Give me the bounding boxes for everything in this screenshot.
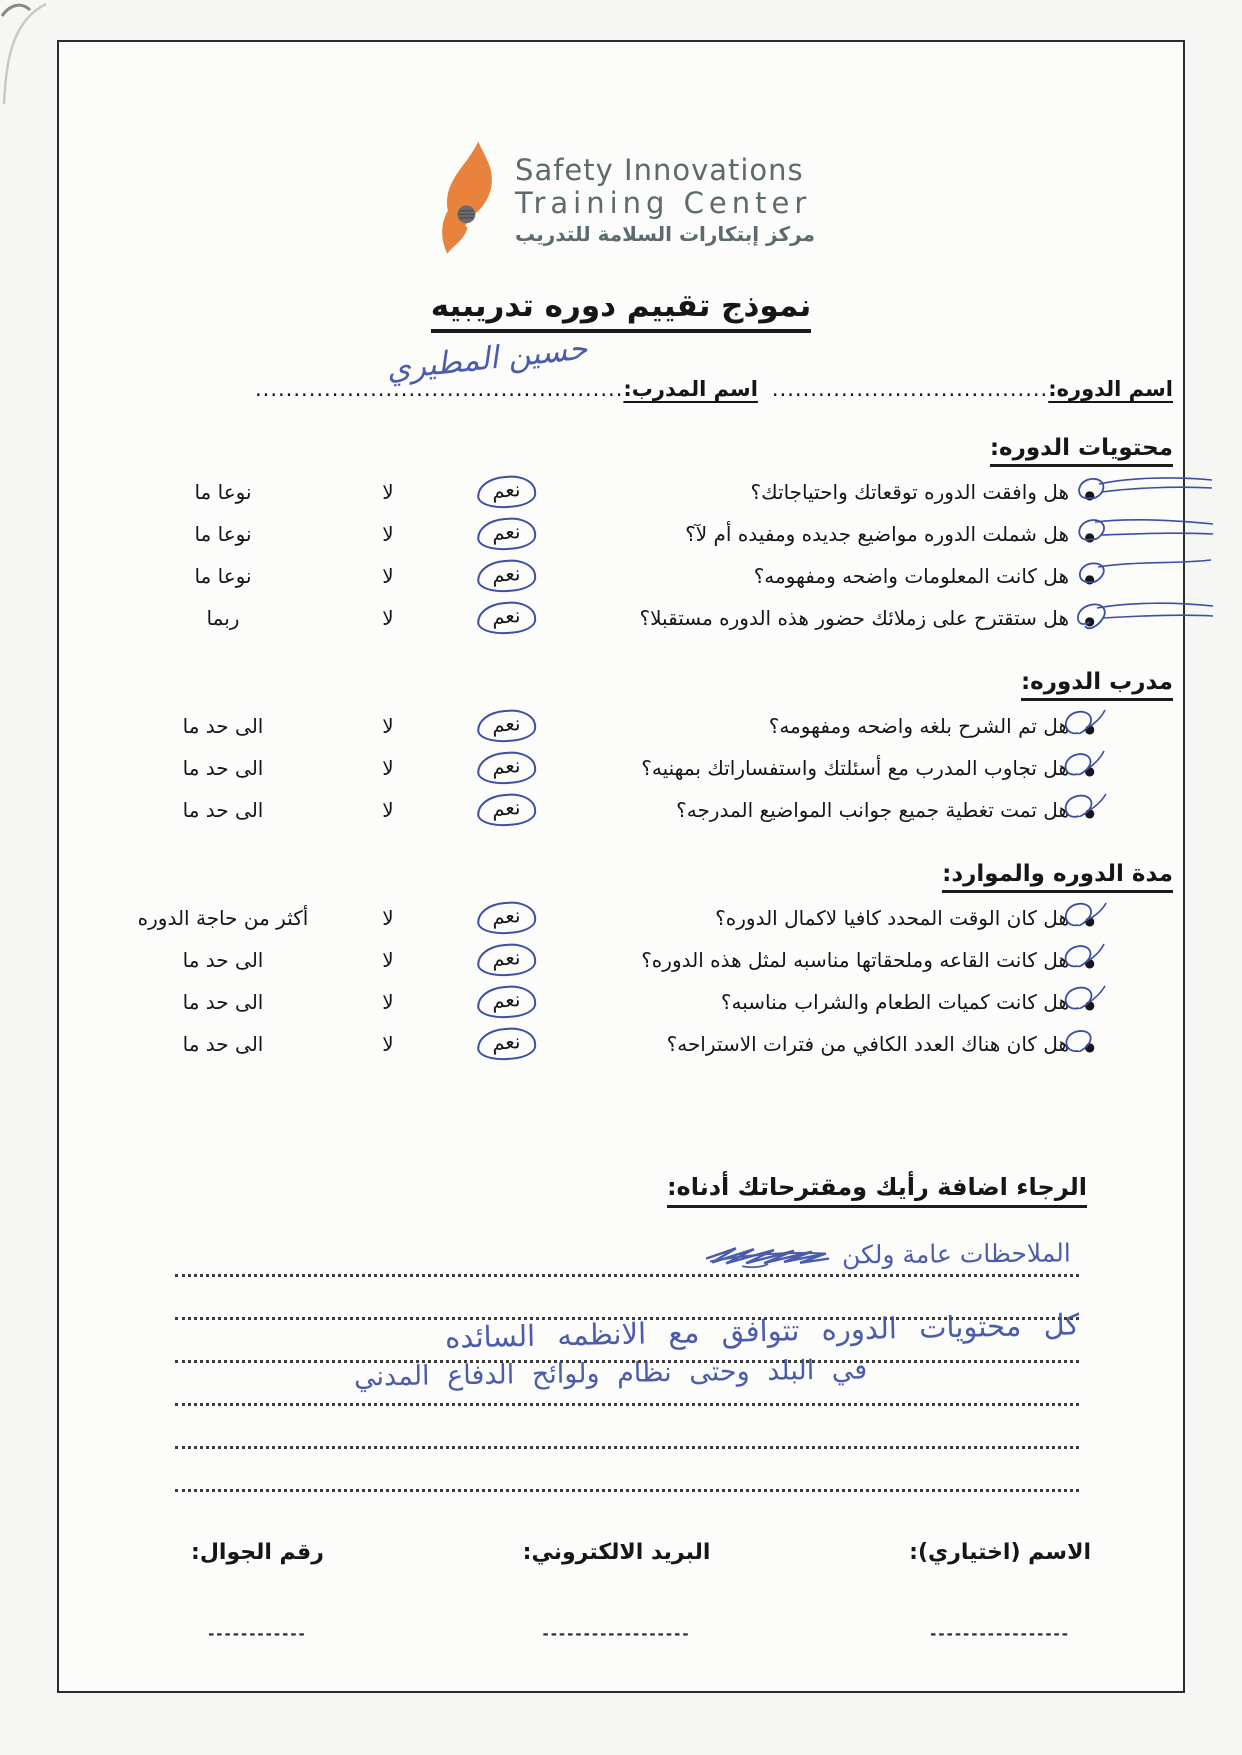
option-no: لا bbox=[382, 990, 394, 1014]
flame-logo-icon bbox=[427, 140, 501, 260]
page-corner-curl bbox=[0, 0, 60, 110]
question-row bbox=[117, 517, 1095, 551]
option-to-some-extent: الى حد ما bbox=[182, 948, 264, 972]
option-no: لا bbox=[382, 948, 394, 972]
ruled-dotted-line bbox=[175, 1406, 1079, 1449]
handwritten-comment-line-3: في البلد وحتى نظام ولوائح الدفاع المدني bbox=[353, 1354, 868, 1393]
option-no: لا bbox=[382, 1032, 394, 1056]
bullet bbox=[1069, 756, 1095, 780]
contact-fields-row bbox=[191, 1540, 1091, 1643]
option-to-some-extent: الى حد ما bbox=[182, 798, 264, 822]
option-to-some-extent: الى حد ما bbox=[182, 1032, 264, 1056]
option-yes-circled: نعم bbox=[476, 984, 537, 1020]
bullet-dot: ● bbox=[1084, 614, 1095, 628]
section-trainer bbox=[59, 709, 1183, 827]
question-row bbox=[117, 901, 1095, 935]
question-text: هل وافقت الدوره توقعاتك واحتياجاتك؟ bbox=[750, 480, 1069, 504]
option-yes-circled: نعم bbox=[476, 474, 537, 510]
option-no: لا bbox=[382, 606, 394, 630]
option-yes-circled: نعم bbox=[476, 600, 537, 636]
name-blank: ----------------- bbox=[930, 1625, 1070, 1643]
bullet bbox=[1069, 906, 1095, 930]
option-no: لا bbox=[382, 906, 394, 930]
question-text: هل كانت القاعه وملحقاتها مناسبه لمثل هذه الدوره؟ bbox=[641, 948, 1069, 972]
bullet-dot: ● bbox=[1084, 956, 1095, 970]
trainer-name-handwriting: حسين المطيري bbox=[384, 330, 589, 388]
bullet-dot: ● bbox=[1084, 722, 1095, 736]
form-title: نموذج تقييم دوره تدريبيه bbox=[431, 288, 812, 333]
question-text: هل شملت الدوره مواضيع جديده ومفيده أم لآ؟ bbox=[685, 522, 1069, 546]
option-yes-circled: نعم bbox=[476, 900, 537, 936]
email-field bbox=[523, 1540, 711, 1643]
bullet-dot: ● bbox=[1084, 488, 1095, 502]
bullet bbox=[1069, 522, 1095, 546]
question-text: هل كان هناك العدد الكافي من فترات الاستراحه؟ bbox=[666, 1032, 1069, 1056]
comments-header: الرجاء اضافة رأيك ومقترحاتك أدناه: bbox=[667, 1173, 1087, 1208]
email-label: البريد الالكتروني: bbox=[522, 1540, 711, 1565]
trainer-name-blank: ................................................ bbox=[254, 377, 624, 401]
logo-name-arabic: مركز إبتكارات السلامة للتدريب bbox=[515, 222, 815, 247]
option-somewhat: نوعا ما bbox=[194, 522, 252, 546]
option-yes-circled: نعم bbox=[476, 708, 537, 744]
bullet-dot: ● bbox=[1084, 998, 1095, 1012]
option-somewhat: نوعا ما bbox=[194, 564, 252, 588]
option-no: لا bbox=[382, 522, 394, 546]
section-course-contents bbox=[59, 475, 1183, 635]
question-row bbox=[117, 985, 1095, 1019]
question-row bbox=[117, 601, 1095, 635]
logo-name-line1: Safety Innovations bbox=[515, 152, 804, 187]
course-name-label: اسم الدوره: bbox=[1048, 377, 1173, 401]
course-name-blank: .................................... bbox=[771, 377, 1049, 401]
bullet-dot: ● bbox=[1084, 764, 1095, 778]
bullet bbox=[1069, 714, 1095, 738]
option-yes-circled: نعم bbox=[476, 942, 537, 978]
option-yes-circled: نعم bbox=[476, 792, 537, 828]
question-text: هل تم الشرح بلغه واضحه ومفهومه؟ bbox=[768, 714, 1069, 738]
question-row bbox=[117, 475, 1095, 509]
bullet bbox=[1069, 1032, 1095, 1056]
section-header-duration-resources: مدة الدوره والموارد: bbox=[942, 861, 1173, 893]
bullet bbox=[1069, 948, 1095, 972]
option-to-some-extent: الى حد ما bbox=[182, 756, 264, 780]
bullet-dot: ● bbox=[1084, 572, 1095, 586]
name-field bbox=[909, 1540, 1091, 1643]
option-no: لا bbox=[382, 756, 394, 780]
bullet bbox=[1069, 798, 1095, 822]
bullet bbox=[1069, 480, 1095, 504]
handwriting-text: الملاحظات عامة ولكن bbox=[842, 1238, 1072, 1270]
handwritten-comment-line-2: كل محتويات الدوره تتوافق مع الانظمه السائده bbox=[444, 1307, 1080, 1355]
question-text: هل ستقترح على زملائك حضور هذه الدوره مستقبلا؟ bbox=[639, 606, 1069, 630]
option-yes-circled: نعم bbox=[476, 516, 537, 552]
logo bbox=[59, 140, 1183, 260]
option-yes-circled: نعم bbox=[476, 1026, 537, 1062]
section-header-trainer: مدرب الدوره: bbox=[1021, 669, 1173, 701]
option-yes-circled: نعم bbox=[476, 750, 537, 786]
bullet bbox=[1069, 606, 1095, 630]
bullet-dot: ● bbox=[1084, 1040, 1095, 1054]
mobile-field bbox=[191, 1540, 324, 1643]
ruled-dotted-line bbox=[175, 1449, 1079, 1492]
option-no: لا bbox=[382, 564, 394, 588]
option-to-some-extent: الى حد ما bbox=[182, 714, 264, 738]
scanned-form-page bbox=[57, 40, 1185, 1693]
handwritten-comment-line-1 bbox=[702, 1238, 1071, 1270]
question-row bbox=[117, 1027, 1095, 1061]
question-row bbox=[117, 751, 1095, 785]
question-text: هل تجاوب المدرب مع أسئلتك واستفساراتك بمهنيه؟ bbox=[641, 756, 1069, 780]
option-no: لا bbox=[382, 714, 394, 738]
bullet-dot: ● bbox=[1084, 806, 1095, 820]
mobile-blank: ------------ bbox=[208, 1625, 307, 1643]
bullet-dot: ● bbox=[1084, 530, 1095, 544]
bullet-dot: ● bbox=[1084, 914, 1095, 928]
trainer-name-label: اسم المدرب: bbox=[623, 377, 758, 401]
option-no: لا bbox=[382, 480, 394, 504]
option-to-some-extent: الى حد ما bbox=[182, 990, 264, 1014]
question-text: هل كان الوقت المحدد كافيا لاكمال الدوره؟ bbox=[715, 906, 1069, 930]
comments-area bbox=[175, 1234, 1079, 1492]
crossed-out-word-scribble-icon bbox=[702, 1241, 834, 1270]
question-row bbox=[117, 709, 1095, 743]
option-no: لا bbox=[382, 798, 394, 822]
name-fields-row bbox=[69, 330, 1173, 401]
option-somewhat: نوعا ما bbox=[194, 480, 252, 504]
option-maybe: ربما bbox=[206, 606, 240, 630]
section-header-course-contents: محتويات الدوره: bbox=[990, 435, 1173, 467]
question-text: هل كانت المعلومات واضحه ومفهومه؟ bbox=[753, 564, 1069, 588]
bullet bbox=[1069, 990, 1095, 1014]
question-row bbox=[117, 943, 1095, 977]
name-label: الاسم (اختياري): bbox=[909, 1540, 1091, 1565]
logo-name-line2: Training Center bbox=[515, 186, 812, 220]
option-more-than-needed: أكثر من حاجة الدوره bbox=[137, 906, 309, 930]
option-yes-circled: نعم bbox=[476, 558, 537, 594]
trainer-name-field bbox=[254, 330, 624, 401]
section-duration-resources bbox=[59, 901, 1183, 1061]
question-row bbox=[117, 793, 1095, 827]
bullet bbox=[1069, 564, 1095, 588]
question-text: هل كانت كميات الطعام والشراب مناسبه؟ bbox=[720, 990, 1069, 1014]
mobile-label: رقم الجوال: bbox=[191, 1540, 324, 1565]
email-blank: ------------------ bbox=[542, 1625, 691, 1643]
question-row bbox=[117, 559, 1095, 593]
question-text: هل تمت تغطية جميع جوانب المواضيع المدرجه؟ bbox=[676, 798, 1069, 822]
